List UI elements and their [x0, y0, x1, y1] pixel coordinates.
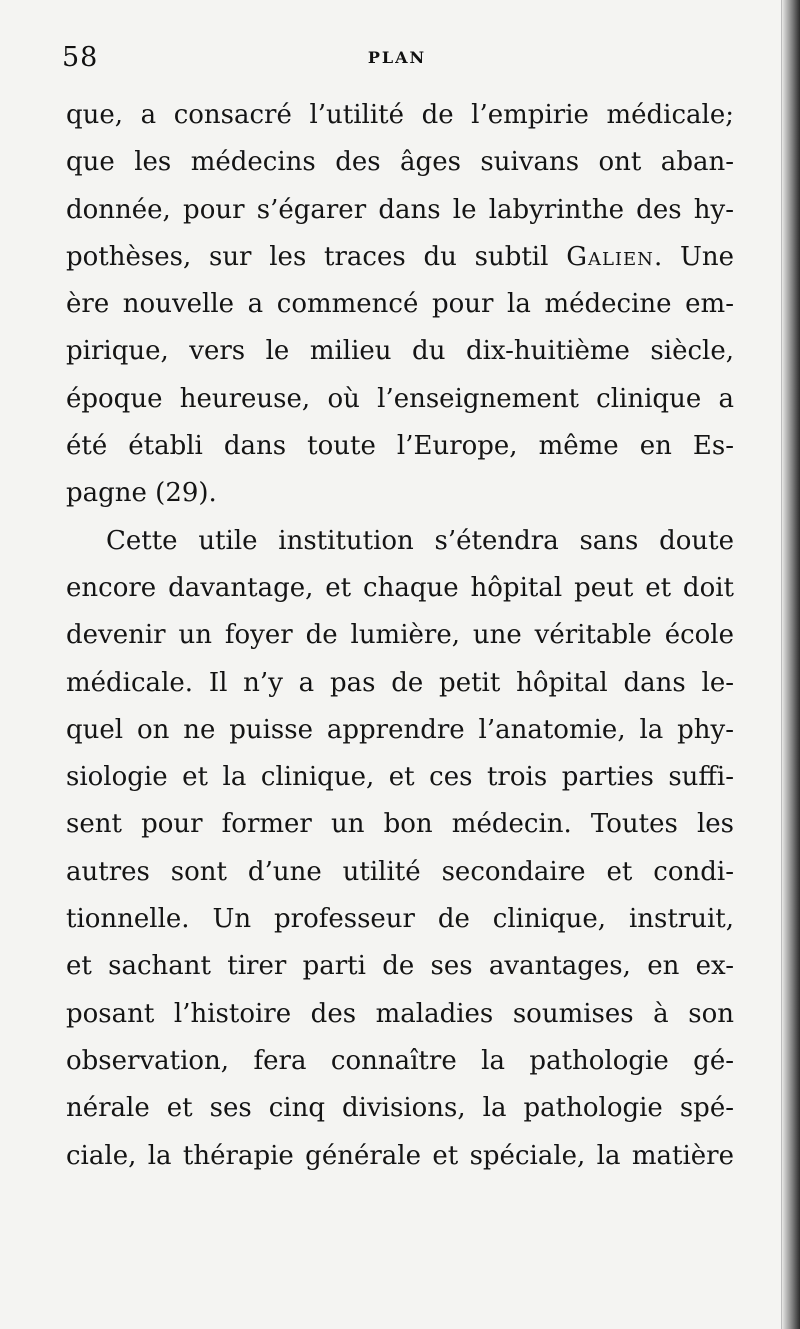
- text-line: posant l’histoire des maladies soumises à son: [66, 998, 734, 1029]
- text-line-end: . Une: [653, 241, 735, 272]
- text-line: pagne (29).: [66, 478, 217, 509]
- text-line: [66, 234, 734, 281]
- text-line: été établi dans toute l’Europe, même en Es-: [66, 431, 734, 462]
- book-spine-edge: [782, 0, 800, 1329]
- text-line: devenir un foyer de lumière, une véritable école: [66, 620, 734, 651]
- text-line: médicale. Il n’y a pas de petit hôpital dans le-: [66, 667, 734, 698]
- text-line: autres sont d’une utilité secondaire et condi-: [66, 856, 734, 887]
- text-line: époque heureuse, où l’enseignement clinique a: [66, 383, 734, 414]
- text-line: ciale, la thérapie générale et spéciale, la matière: [66, 1140, 734, 1171]
- text-line: donnée, pour s’égarer dans le labyrinthe des hy-: [66, 194, 734, 225]
- running-head: [62, 40, 732, 80]
- text-line: tionnelle. Un professeur de clinique, instruit,: [66, 904, 734, 935]
- text-line: que les médecins des âges suivans ont aban-: [66, 147, 734, 178]
- paragraph-start-line: Cette utile institution s’étendra sans doute: [106, 525, 734, 556]
- text-line: nérale et ses cinq divisions, la pathologie spé-: [66, 1093, 734, 1124]
- text-line: pirique, vers le milieu du dix-huitième siècle,: [66, 336, 734, 367]
- running-title: PLAN: [367, 48, 427, 67]
- text-line: ère nouvelle a commencé pour la médecine em-: [66, 289, 734, 320]
- text-line-start: pothèses, sur les traces du subtil: [66, 241, 567, 272]
- text-line: observation, fera connaître la pathologie gé-: [66, 1045, 734, 1076]
- text-line: et sachant tirer parti de ses avantages, en ex-: [66, 951, 734, 982]
- text-line: que, a consacré l’utilité de l’empirie médicale;: [66, 100, 734, 130]
- body-text: [66, 92, 734, 1180]
- page-number: 58: [62, 42, 99, 73]
- text-line: quel on ne puisse apprendre l’anatomie, la phy-: [66, 714, 734, 745]
- author-name: Galien: [566, 241, 654, 272]
- text-line: sent pour former un bon médecin. Toutes les: [66, 809, 734, 840]
- text-line: siologie et la clinique, et ces trois parties suffi-: [66, 762, 734, 793]
- text-line: encore davantage, et chaque hôpital peut et doit: [66, 572, 734, 603]
